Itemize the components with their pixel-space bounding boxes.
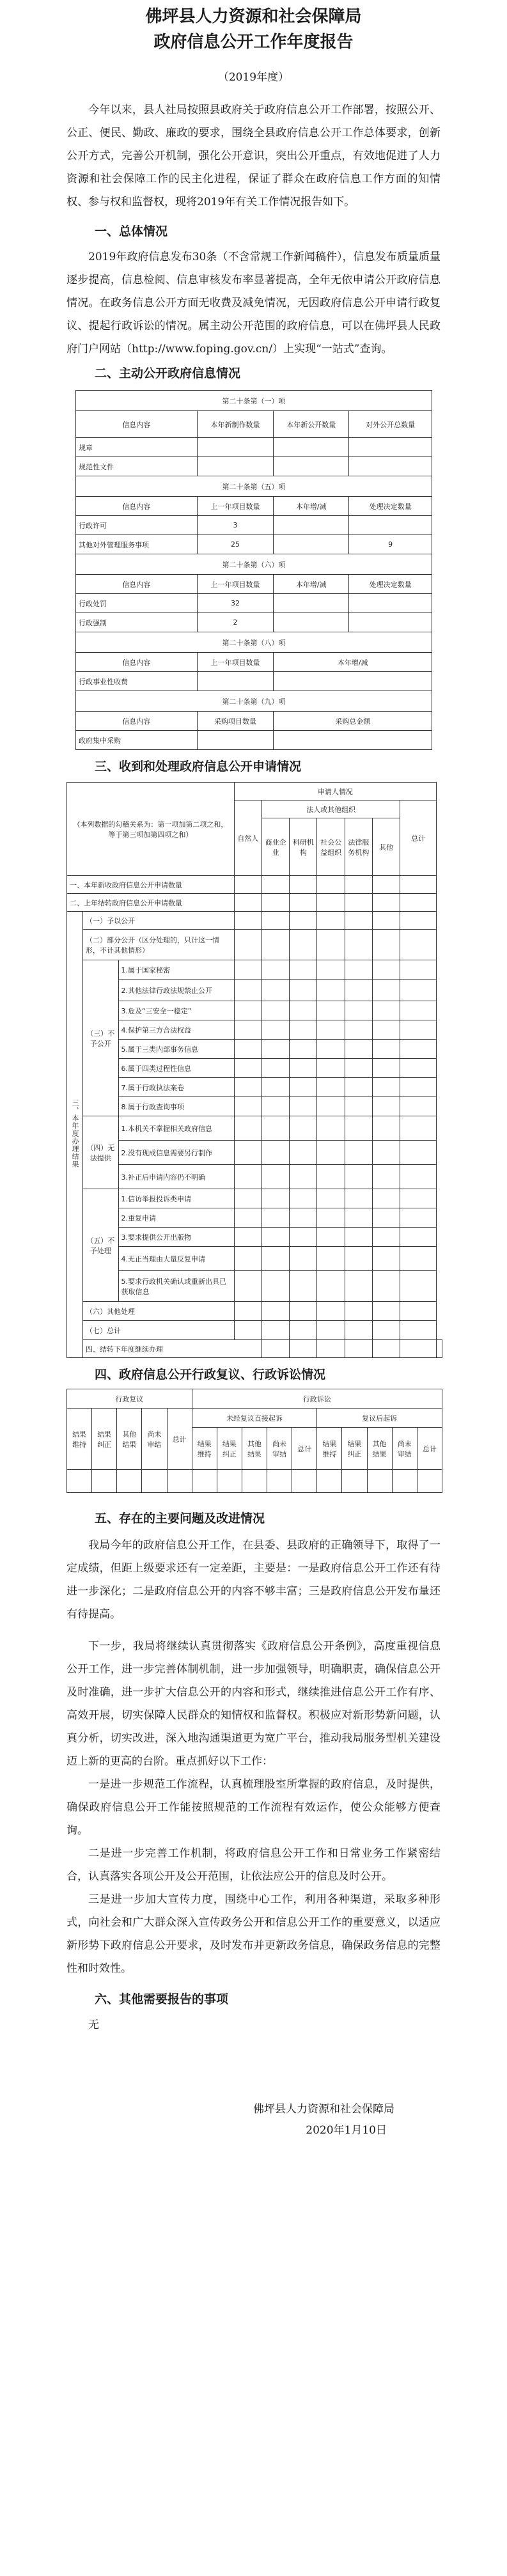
section-5-paragraph-1: 我局今年的政府信息公开工作，在县委、县政府的正确领导下，取得了一定成绩，但距上级要求还有一定差距，主要是：一是政府信息公开工作还有待进一步深化；二是政府信息公开的内容不够丰富；三是政府信息公开发布量还有待提高。 xyxy=(66,1539,441,1621)
row-label: 3.补正后申请内容仍不明确 xyxy=(118,1165,234,1189)
table-corner-note: （本列数据的勾稽关系为：第一项加第二项之和，等于第三项加第四项之和） xyxy=(67,783,235,876)
row-label: 其他对外管理服务事项 xyxy=(76,535,198,554)
section-2-heading: 二、主动公开政府信息情况 xyxy=(95,366,241,380)
column-header: 自然人 xyxy=(234,800,261,876)
column-header: 采购项目数量 xyxy=(197,712,274,731)
row-label: 3.要求提供公开出版物 xyxy=(118,1228,234,1247)
row-label: 4.保护第三方合法权益 xyxy=(118,1020,234,1040)
column-header: 其他 xyxy=(372,818,400,876)
row-label: 行政强制 xyxy=(76,613,198,632)
cell-value: 25 xyxy=(197,535,274,554)
column-header: 法律服务机构 xyxy=(345,818,372,876)
signature-organization: 佛坪县人力资源和社会保障局 xyxy=(253,2103,394,2116)
proactive-disclosure-table xyxy=(75,390,432,750)
column-header: 总计 xyxy=(400,800,437,876)
row-label: 一、本年新收政府信息公开申请数量 xyxy=(67,876,235,894)
column-header: 结果维持 xyxy=(317,1428,342,1470)
column-header: 行政复议 xyxy=(67,1389,192,1409)
column-header: 其他结果 xyxy=(242,1428,267,1470)
column-header: 结果纠正 xyxy=(217,1428,242,1470)
section-3-heading: 三、收到和处理政府信息公开申请情况 xyxy=(95,760,302,774)
row-label: 规范性文件 xyxy=(76,457,198,476)
row-label: 3.危及“三安全一稳定” xyxy=(118,1001,234,1020)
row-label: （七）总计 xyxy=(83,1321,235,1340)
row-label: （一）予以公开 xyxy=(83,912,235,930)
row-label: 四、结转下年度继续办理 xyxy=(83,1340,262,1358)
column-header: 总计 xyxy=(417,1428,442,1470)
column-header: 信息内容 xyxy=(76,712,198,731)
column-header: 本年增/减 xyxy=(274,653,432,672)
report-title-line2: 政府信息公开工作年度报告 xyxy=(153,33,354,52)
column-header: 采购总金额 xyxy=(274,712,432,731)
column-header: 对外公开总数量 xyxy=(349,411,432,438)
row-label: 2.没有现成信息需要另行制作 xyxy=(118,1141,234,1165)
row-label: 4.无正当理由大量反复申请 xyxy=(118,1247,234,1271)
column-header: 上一年项目数量 xyxy=(197,575,274,594)
column-header: 其他结果 xyxy=(117,1409,142,1470)
report-title-line1: 佛坪县人力资源和社会保障局 xyxy=(145,7,362,26)
row-group-label: 三、本年度办理结果 xyxy=(67,912,83,1358)
section-4-heading: 四、政府信息公开行政复议、行政诉讼情况 xyxy=(95,1368,326,1382)
row-label: 7.属于行政执法案卷 xyxy=(118,1078,234,1097)
section-5-paragraph-5: 三是进一步加大宣传力度，围绕中心工作，利用各种渠道，采取多种形式，向社会和广大群众深入宣传政务公开和信息公开工作的重要意义，以适应新形势下政府信息公开要求，及时发布并更新政务信息，确保政务信息的完整性和时效性。 xyxy=(66,1893,441,1975)
row-label: （六）其他处理 xyxy=(83,1302,235,1321)
cell-value: 32 xyxy=(197,594,274,613)
row-label: 5.属于三类内部事务信息 xyxy=(118,1040,234,1059)
column-header: 处理决定数量 xyxy=(349,575,432,594)
column-header: 上一年项目数量 xyxy=(197,497,274,516)
cell-value: 2 xyxy=(197,613,274,632)
column-header: 上一年项目数量 xyxy=(197,653,274,672)
column-header: 申请人情况 xyxy=(234,783,436,800)
column-header: 结果维持 xyxy=(67,1409,92,1470)
column-header: 结果纠正 xyxy=(342,1428,367,1470)
section-5-heading: 五、存在的主要问题及改进情况 xyxy=(95,1511,265,1526)
section-1-text: 2019年政府信息发布30条（不含常规工作新闻稿件），信息发布质量质量逐步提高，信息检阅、信息审核发布率显著提高，全年无依申请公开政府信息情况。在政务信息公开方面无收费及减免情况，无因政府信息公开申请行政复议、提起行政诉讼的情况。属主动公开范围的政府信息，可以在佛坪县人民政府门户网站（http://www.foping.gov.cn/）上实现“一站式”查询。 xyxy=(66,251,441,355)
row-group-label: （三）不予公开 xyxy=(83,960,119,1116)
row-group-label: （五）不予处理 xyxy=(83,1189,119,1302)
section-5-paragraph-3: 一是进一步规范工作流程，认真梳理股室所掌握的政府信息，及时提供，确保政府信息公开工作能按照规范的工作流程有效运作，使公众能够方便查询。 xyxy=(66,1778,441,1837)
review-litigation-table xyxy=(66,1389,442,1493)
table-section-label: 第二十条第（六）项 xyxy=(76,554,432,575)
column-header: 法人或其他组织 xyxy=(262,800,400,818)
table-section-label: 第二十条第（五）项 xyxy=(76,476,432,497)
column-header: 本年增/减 xyxy=(274,497,349,516)
column-header: 总计 xyxy=(167,1409,192,1470)
column-header: 结果维持 xyxy=(192,1428,217,1470)
section-5-paragraph-4: 二是进一步完善工作机制，将政府信息公开工作和日常业务工作紧密结合，认真落实各项公开及公开范围，让依法应公开的信息及时公开。 xyxy=(66,1847,441,1883)
column-header: 尚未审结 xyxy=(142,1409,167,1470)
row-label: 6.属于四类过程性信息 xyxy=(118,1059,234,1078)
row-label: 1.属于国家秘密 xyxy=(118,960,234,980)
column-header: 信息内容 xyxy=(76,653,198,672)
column-header: 结果纠正 xyxy=(92,1409,117,1470)
column-header: 商业企业 xyxy=(262,818,290,876)
row-label: 8.属于行政查询事项 xyxy=(118,1097,234,1116)
intro-paragraph: 今年以来，县人社局按照县政府关于政府信息公开工作部署，按照公开、公正、便民、勤政、廉政的要求，围绕全县政府信息公开工作总体要求，创新公开方式，完善公开机制，强化公开意识，突出公开重点，有效地促进了人力资源和社会保障工作的民主化进程，保证了群众在政府信息工作方面的知情权、参与权和监督权，现将2019年有关工作情况报告如下。 xyxy=(66,104,441,208)
signature-date: 2020年1月10日 xyxy=(306,2124,387,2137)
cell-value: 9 xyxy=(349,535,432,554)
column-header: 尚未审结 xyxy=(267,1428,292,1470)
column-header: 未经复议直接起诉 xyxy=(192,1409,317,1428)
application-handling-table xyxy=(66,782,442,1358)
row-label: 行政事业性收费 xyxy=(76,672,198,691)
column-header: 尚未审结 xyxy=(392,1428,417,1470)
row-label: 行政许可 xyxy=(76,516,198,535)
row-label: 2.其他法律行政法规禁止公开 xyxy=(118,980,234,1001)
row-label: 5.要求行政机关确认或重新出具已获取信息 xyxy=(118,1271,234,1302)
row-label: 1.本机关不掌握相关政府信息 xyxy=(118,1116,234,1141)
cell-value: 3 xyxy=(197,516,274,535)
column-header: 复议后起诉 xyxy=(317,1409,442,1428)
table-section-label: 第二十条第（九）项 xyxy=(76,691,432,712)
row-label: 规章 xyxy=(76,438,198,457)
column-header: 行政诉讼 xyxy=(192,1389,442,1409)
column-header: 信息内容 xyxy=(76,497,198,516)
row-label: 行政处罚 xyxy=(76,594,198,613)
row-label: 政府集中采购 xyxy=(76,731,198,750)
column-header: 科研机构 xyxy=(290,818,317,876)
section-6-text: 无 xyxy=(88,2018,99,2031)
column-header: 本年新制作数量 xyxy=(197,411,274,438)
column-header: 本年新公开数量 xyxy=(274,411,349,438)
column-header: 处理决定数量 xyxy=(349,497,432,516)
column-header: 本年增/减 xyxy=(274,575,349,594)
column-header: 信息内容 xyxy=(76,411,198,438)
row-label: 2.重复申请 xyxy=(118,1208,234,1228)
column-header: 总计 xyxy=(292,1428,317,1470)
table-section-label: 第二十条第（一）项 xyxy=(76,391,432,411)
section-6-heading: 六、其他需要报告的事项 xyxy=(95,1992,229,2006)
column-header: 信息内容 xyxy=(76,575,198,594)
report-year: （2019年度） xyxy=(217,71,290,84)
row-label: 二、上年结转政府信息公开申请数量 xyxy=(67,894,235,912)
row-label: 1.信访举报投诉类申请 xyxy=(118,1189,234,1208)
table-section-label: 第二十条第（八）项 xyxy=(76,632,432,653)
row-group-label: （四）无法提供 xyxy=(83,1116,119,1189)
section-1-heading: 一、总体情况 xyxy=(95,224,168,238)
column-header: 社会公益组织 xyxy=(317,818,345,876)
row-label: （二）部分公开（区分处理的，只计这一情形，不计其他情形） xyxy=(83,930,235,960)
section-5-paragraph-2: 下一步，我局将继续认真贯彻落实《政府信息公开条例》，高度重视信息公开工作，进一步完善体制机制，进一步加强领导，明确职责，确保信息公开及时准确，进一步扩大信息公开的内容和形式，继续推进信息公开工作有序、高效开展，切实保障人民群众的知情权和监督权。积极应对新形势新问题，认真分析，切实改进，深入地沟通渠道更为宽广平台，推动我局服务型机关建设迈上新的更高的台阶。重点抓好以下工作： xyxy=(66,1640,441,1768)
column-header: 其他结果 xyxy=(367,1428,392,1470)
